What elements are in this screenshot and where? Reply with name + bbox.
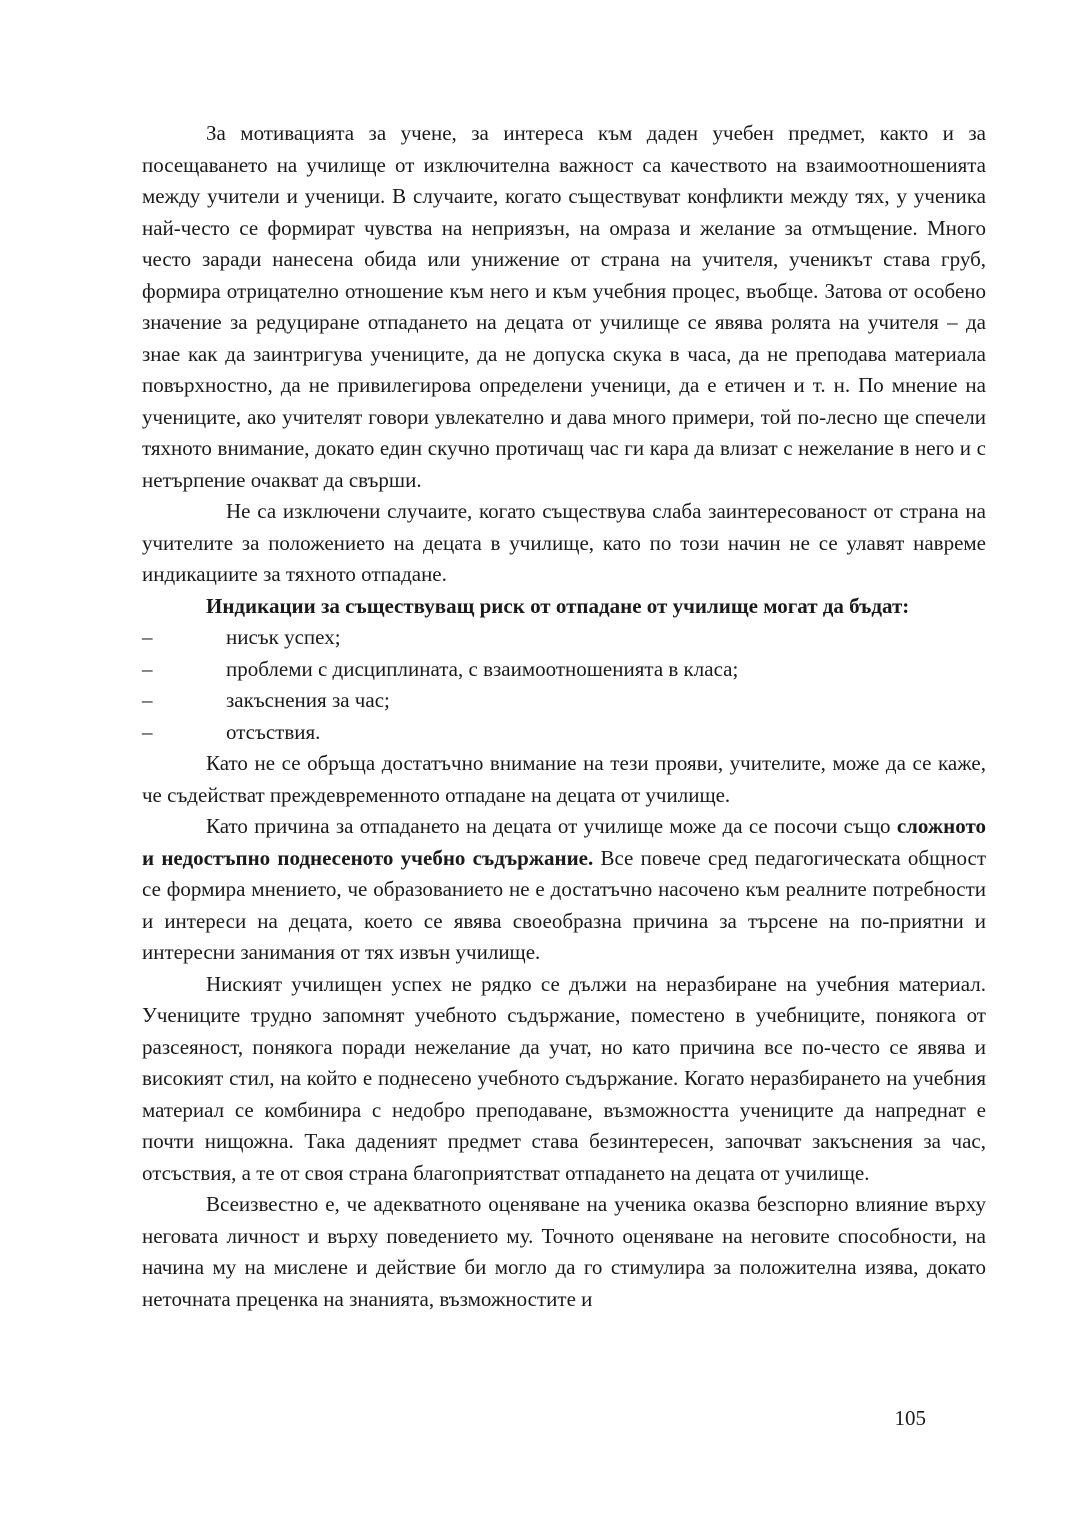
paragraph-teacher-student-relations: За мотивацията за учене, за интереса към даден учебен предмет, както и за посещаването на училище от изключителна важност са качеството на взаимоотношенията между учители и ученици. В случаите, когато съществуват конфликти между тях, у ученика най-често се формират чувства на неприязън, на омраза и желание за отмъщение. Много често заради нанесена обида или унижение от страна на учителя, ученикът става груб, формира отрицателно отношение към него и към учебния процес, въобще. Затова от особено значение за редуциране отпадането на децата от училище се явява ролята на учителя – да знае как да заинтригува учениците, да не допуска скука в часа, да не преподава материала повърхностно, да не привилегирова определени ученици, да е етичен и т. н. По мнение на учениците, ако учителят говори увлекателно и дава много примери, той по-лесно ще спечели тяхното внимание, докато един скучно протичащ час ги кара да влизат с нежелание в него и с нетърпение очакват да свърши. bbox=[142, 121, 986, 492]
risk-indicators-heading: Индикации за съществуващ риск от отпадане от училище могат да бъдат: bbox=[206, 593, 910, 618]
emphasized-text: сложното и недостъпно поднесеното учебно съдържание. bbox=[142, 814, 986, 870]
list-item-text: нисък успех; bbox=[226, 625, 341, 649]
list-item-text: проблеми с дисциплината, с взаимоотношенията в класа; bbox=[226, 656, 739, 681]
paragraph-low-success: Ниският училищен успех не рядко се дължи на неразбиране на учебния материал. Учениците трудно запомнят учебното съдържание, поместено в учебниците, понякога от разсеяност, понякога поради нежелание да учат, но като причина все по-често се явява и високият стил, на който е поднесено учебното съдържание. Когато неразбирането на учебния материал се комбинира с недобро преподаване, възможността учениците да напреднат е почти нищожна. Така даденият предмет става безинтересен, започват закъснения за час, отсъствия, а те от своя страна благоприятстват отпадането на децата от училище. bbox=[142, 971, 986, 1185]
page-body bbox=[142, 118, 986, 1315]
paragraph-low-interest: Не са изключени случаите, когато съществува слаба заинтересованост от страна на учителите за положението на децата в училище, като по този начин не се улавят навреме индикациите за тяхното отпадане. bbox=[142, 499, 986, 586]
list-item bbox=[142, 622, 986, 654]
dash-bullet: – bbox=[142, 625, 153, 649]
dash-bullet: – bbox=[142, 688, 153, 712]
paragraph-insufficient-attention: Като не се обръща достатъчно внимание на тези прояви, учителите, може да се каже, че съдействат преждевременното отпадане на децата от училище. bbox=[142, 751, 986, 807]
list-item-text: отсъствия. bbox=[226, 719, 321, 744]
paragraph-text: Все повече сред педагогическата общност се формира мнението, че образованието не е достатъчно насочено към реалните потребности и интереси на децата, което се явява своеобразна причина за търсене на по-приятни и интересни занимания от тях извън училище. bbox=[142, 845, 986, 964]
paragraph-complex-content bbox=[142, 811, 986, 969]
list-item bbox=[142, 685, 986, 717]
list-item bbox=[142, 717, 986, 749]
paragraph-text: Като причина за отпадането на децата от училище може да се посочи също bbox=[206, 814, 897, 838]
list-item bbox=[142, 654, 986, 686]
paragraph-assessment: Всеизвестно е, че адекватното оценяване на ученика оказва безспорно влияние върху неговата личност и върху поведението му. Точното оценяване на неговите способности, на начина му на мислене и действие би могло да го стимулира за положителна изява, докато неточната преценка на знанията, възможностите и bbox=[142, 1192, 986, 1311]
dash-bullet: – bbox=[142, 656, 153, 681]
dash-bullet: – bbox=[142, 719, 153, 744]
risk-indicators-list bbox=[142, 622, 986, 748]
list-item-text: закъснения за час; bbox=[226, 688, 390, 712]
page-number: 105 bbox=[894, 1406, 926, 1430]
